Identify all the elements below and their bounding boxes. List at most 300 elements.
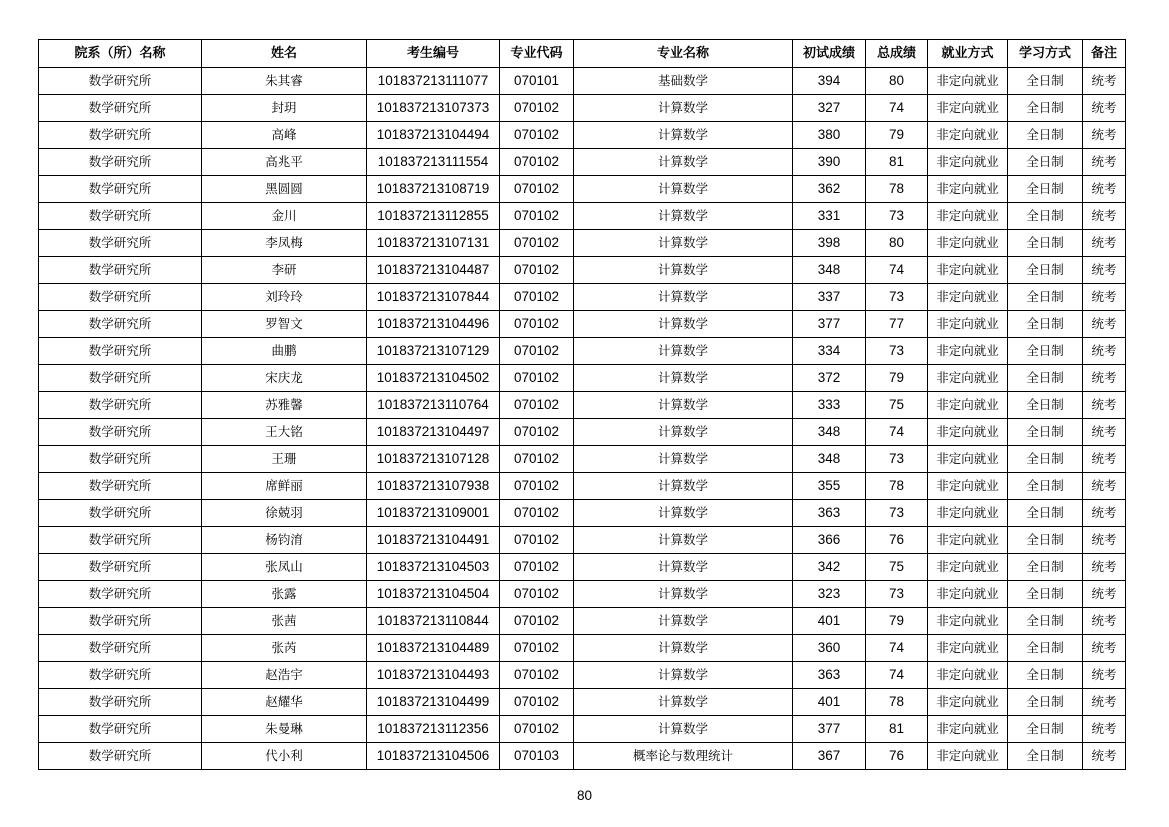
cell-major-name: 计算数学: [574, 527, 793, 554]
cell-name: 金川: [202, 203, 367, 230]
cell-name: 张茜: [202, 608, 367, 635]
cell-employment-type: 非定向就业: [928, 95, 1008, 122]
cell-department: 数学研究所: [39, 608, 202, 635]
header-col-department: 院系（所）名称: [39, 40, 202, 68]
cell-major-name: 计算数学: [574, 365, 793, 392]
cell-name: 黑圆圆: [202, 176, 367, 203]
cell-total-score: 78: [866, 473, 928, 500]
cell-remarks: 统考: [1083, 419, 1126, 446]
table-row: [39, 230, 1126, 257]
cell-study-mode: 全日制: [1008, 311, 1083, 338]
cell-total-score: 76: [866, 527, 928, 554]
cell-major-name: 计算数学: [574, 635, 793, 662]
cell-study-mode: 全日制: [1008, 95, 1083, 122]
cell-department: 数学研究所: [39, 311, 202, 338]
cell-prelim-score: 394: [793, 68, 866, 95]
cell-department: 数学研究所: [39, 527, 202, 554]
table-row: [39, 446, 1126, 473]
cell-study-mode: 全日制: [1008, 554, 1083, 581]
cell-study-mode: 全日制: [1008, 662, 1083, 689]
cell-remarks: 统考: [1083, 176, 1126, 203]
cell-department: 数学研究所: [39, 446, 202, 473]
cell-major-code: 070102: [500, 284, 574, 311]
cell-prelim-score: 363: [793, 662, 866, 689]
cell-department: 数学研究所: [39, 392, 202, 419]
cell-total-score: 78: [866, 689, 928, 716]
cell-department: 数学研究所: [39, 338, 202, 365]
cell-remarks: 统考: [1083, 149, 1126, 176]
cell-name: 张凤山: [202, 554, 367, 581]
cell-prelim-score: 401: [793, 608, 866, 635]
cell-candidate-id: 101837213107129: [367, 338, 500, 365]
header-col-total-score: 总成绩: [866, 40, 928, 68]
table-row: [39, 743, 1126, 770]
cell-name: 朱曼琳: [202, 716, 367, 743]
cell-prelim-score: 366: [793, 527, 866, 554]
cell-remarks: 统考: [1083, 311, 1126, 338]
cell-prelim-score: 342: [793, 554, 866, 581]
cell-department: 数学研究所: [39, 581, 202, 608]
cell-major-code: 070102: [500, 419, 574, 446]
cell-major-code: 070102: [500, 122, 574, 149]
table-row: [39, 473, 1126, 500]
cell-remarks: 统考: [1083, 446, 1126, 473]
cell-remarks: 统考: [1083, 716, 1126, 743]
cell-candidate-id: 101837213104503: [367, 554, 500, 581]
cell-total-score: 75: [866, 554, 928, 581]
table-row: [39, 203, 1126, 230]
cell-major-name: 概率论与数理统计: [574, 743, 793, 770]
cell-employment-type: 非定向就业: [928, 284, 1008, 311]
cell-department: 数学研究所: [39, 176, 202, 203]
cell-prelim-score: 398: [793, 230, 866, 257]
cell-remarks: 统考: [1083, 527, 1126, 554]
cell-study-mode: 全日制: [1008, 257, 1083, 284]
cell-name: 张露: [202, 581, 367, 608]
cell-name: 苏雅馨: [202, 392, 367, 419]
table-row: [39, 689, 1126, 716]
cell-major-code: 070102: [500, 527, 574, 554]
cell-employment-type: 非定向就业: [928, 338, 1008, 365]
cell-total-score: 74: [866, 635, 928, 662]
cell-major-name: 计算数学: [574, 230, 793, 257]
cell-total-score: 74: [866, 419, 928, 446]
cell-major-name: 计算数学: [574, 95, 793, 122]
table-row: [39, 527, 1126, 554]
table-row: [39, 284, 1126, 311]
header-col-remarks: 备注: [1083, 40, 1126, 68]
cell-prelim-score: 323: [793, 581, 866, 608]
header-col-name: 姓名: [202, 40, 367, 68]
cell-name: 赵耀华: [202, 689, 367, 716]
cell-candidate-id: 101837213104499: [367, 689, 500, 716]
cell-candidate-id: 101837213107128: [367, 446, 500, 473]
cell-prelim-score: 348: [793, 419, 866, 446]
cell-study-mode: 全日制: [1008, 284, 1083, 311]
header-row: [39, 40, 1126, 68]
cell-candidate-id: 101837213111077: [367, 68, 500, 95]
cell-department: 数学研究所: [39, 365, 202, 392]
cell-name: 高兆平: [202, 149, 367, 176]
table-row: [39, 365, 1126, 392]
cell-major-name: 计算数学: [574, 203, 793, 230]
cell-candidate-id: 101837213112855: [367, 203, 500, 230]
cell-major-name: 计算数学: [574, 284, 793, 311]
cell-prelim-score: 367: [793, 743, 866, 770]
cell-name: 张芮: [202, 635, 367, 662]
cell-major-code: 070102: [500, 635, 574, 662]
cell-remarks: 统考: [1083, 635, 1126, 662]
cell-candidate-id: 101837213107131: [367, 230, 500, 257]
cell-study-mode: 全日制: [1008, 176, 1083, 203]
cell-study-mode: 全日制: [1008, 527, 1083, 554]
cell-employment-type: 非定向就业: [928, 554, 1008, 581]
cell-study-mode: 全日制: [1008, 203, 1083, 230]
cell-remarks: 统考: [1083, 230, 1126, 257]
cell-department: 数学研究所: [39, 149, 202, 176]
cell-total-score: 74: [866, 662, 928, 689]
cell-remarks: 统考: [1083, 203, 1126, 230]
cell-major-code: 070102: [500, 338, 574, 365]
cell-employment-type: 非定向就业: [928, 122, 1008, 149]
cell-total-score: 77: [866, 311, 928, 338]
table-row: [39, 176, 1126, 203]
cell-name: 刘玲玲: [202, 284, 367, 311]
cell-candidate-id: 101837213104487: [367, 257, 500, 284]
cell-candidate-id: 101837213104497: [367, 419, 500, 446]
cell-department: 数学研究所: [39, 635, 202, 662]
cell-employment-type: 非定向就业: [928, 716, 1008, 743]
cell-department: 数学研究所: [39, 716, 202, 743]
cell-name: 代小利: [202, 743, 367, 770]
table-row: [39, 68, 1126, 95]
header-col-candidate-id: 考生编号: [367, 40, 500, 68]
cell-total-score: 80: [866, 230, 928, 257]
cell-total-score: 79: [866, 122, 928, 149]
cell-candidate-id: 101837213104494: [367, 122, 500, 149]
cell-major-code: 070102: [500, 581, 574, 608]
cell-candidate-id: 101837213104493: [367, 662, 500, 689]
table-row: [39, 500, 1126, 527]
cell-major-code: 070101: [500, 68, 574, 95]
cell-employment-type: 非定向就业: [928, 149, 1008, 176]
cell-major-code: 070102: [500, 689, 574, 716]
cell-department: 数学研究所: [39, 122, 202, 149]
cell-major-name: 计算数学: [574, 581, 793, 608]
cell-remarks: 统考: [1083, 365, 1126, 392]
cell-candidate-id: 101837213110764: [367, 392, 500, 419]
cell-total-score: 80: [866, 68, 928, 95]
cell-total-score: 81: [866, 149, 928, 176]
cell-major-code: 070102: [500, 473, 574, 500]
cell-candidate-id: 101837213111554: [367, 149, 500, 176]
cell-candidate-id: 101837213107844: [367, 284, 500, 311]
table-row: [39, 608, 1126, 635]
cell-major-code: 070102: [500, 230, 574, 257]
cell-name: 赵浩宇: [202, 662, 367, 689]
cell-study-mode: 全日制: [1008, 446, 1083, 473]
table-row: [39, 581, 1126, 608]
cell-total-score: 74: [866, 257, 928, 284]
cell-total-score: 79: [866, 608, 928, 635]
cell-major-name: 计算数学: [574, 689, 793, 716]
header-col-major-code: 专业代码: [500, 40, 574, 68]
cell-total-score: 78: [866, 176, 928, 203]
cell-department: 数学研究所: [39, 203, 202, 230]
header-col-study-mode: 学习方式: [1008, 40, 1083, 68]
cell-candidate-id: 101837213107938: [367, 473, 500, 500]
cell-prelim-score: 360: [793, 635, 866, 662]
cell-employment-type: 非定向就业: [928, 392, 1008, 419]
cell-prelim-score: 363: [793, 500, 866, 527]
cell-department: 数学研究所: [39, 68, 202, 95]
cell-major-name: 计算数学: [574, 554, 793, 581]
cell-employment-type: 非定向就业: [928, 446, 1008, 473]
cell-major-code: 070102: [500, 554, 574, 581]
cell-employment-type: 非定向就业: [928, 581, 1008, 608]
table-row: [39, 311, 1126, 338]
table-row: [39, 662, 1126, 689]
cell-remarks: 统考: [1083, 473, 1126, 500]
cell-major-name: 计算数学: [574, 608, 793, 635]
cell-name: 杨钧淯: [202, 527, 367, 554]
cell-major-name: 计算数学: [574, 473, 793, 500]
cell-major-name: 计算数学: [574, 257, 793, 284]
cell-study-mode: 全日制: [1008, 68, 1083, 95]
cell-name: 宋庆龙: [202, 365, 367, 392]
cell-prelim-score: 334: [793, 338, 866, 365]
cell-remarks: 统考: [1083, 392, 1126, 419]
cell-major-code: 070102: [500, 716, 574, 743]
cell-major-name: 计算数学: [574, 392, 793, 419]
cell-employment-type: 非定向就业: [928, 257, 1008, 284]
cell-study-mode: 全日制: [1008, 473, 1083, 500]
table-row: [39, 257, 1126, 284]
cell-department: 数学研究所: [39, 743, 202, 770]
cell-employment-type: 非定向就业: [928, 365, 1008, 392]
cell-name: 封玥: [202, 95, 367, 122]
table-row: [39, 419, 1126, 446]
cell-employment-type: 非定向就业: [928, 203, 1008, 230]
cell-department: 数学研究所: [39, 284, 202, 311]
cell-candidate-id: 101837213112356: [367, 716, 500, 743]
cell-employment-type: 非定向就业: [928, 176, 1008, 203]
cell-study-mode: 全日制: [1008, 716, 1083, 743]
cell-major-name: 计算数学: [574, 716, 793, 743]
cell-name: 徐兢羽: [202, 500, 367, 527]
cell-department: 数学研究所: [39, 662, 202, 689]
cell-candidate-id: 101837213110844: [367, 608, 500, 635]
cell-major-name: 计算数学: [574, 176, 793, 203]
cell-prelim-score: 390: [793, 149, 866, 176]
cell-department: 数学研究所: [39, 257, 202, 284]
cell-candidate-id: 101837213104489: [367, 635, 500, 662]
cell-study-mode: 全日制: [1008, 122, 1083, 149]
admission-list-sheet: [38, 39, 1125, 770]
cell-employment-type: 非定向就业: [928, 419, 1008, 446]
cell-major-name: 计算数学: [574, 311, 793, 338]
cell-prelim-score: 362: [793, 176, 866, 203]
header-col-major-name: 专业名称: [574, 40, 793, 68]
cell-name: 李凤梅: [202, 230, 367, 257]
table-row: [39, 338, 1126, 365]
cell-major-code: 070103: [500, 743, 574, 770]
cell-candidate-id: 101837213107373: [367, 95, 500, 122]
cell-employment-type: 非定向就业: [928, 743, 1008, 770]
cell-major-name: 计算数学: [574, 149, 793, 176]
cell-major-code: 070102: [500, 500, 574, 527]
cell-name: 王大铭: [202, 419, 367, 446]
cell-prelim-score: 348: [793, 446, 866, 473]
cell-name: 曲鹏: [202, 338, 367, 365]
cell-major-name: 计算数学: [574, 122, 793, 149]
cell-major-code: 070102: [500, 311, 574, 338]
table-row: [39, 95, 1126, 122]
cell-name: 李研: [202, 257, 367, 284]
cell-department: 数学研究所: [39, 230, 202, 257]
table-row: [39, 716, 1126, 743]
cell-prelim-score: 331: [793, 203, 866, 230]
cell-remarks: 统考: [1083, 554, 1126, 581]
cell-total-score: 73: [866, 581, 928, 608]
header-col-prelim-score: 初试成绩: [793, 40, 866, 68]
table-body: [39, 68, 1126, 770]
cell-prelim-score: 337: [793, 284, 866, 311]
cell-major-code: 070102: [500, 662, 574, 689]
header-col-employment-type: 就业方式: [928, 40, 1008, 68]
cell-total-score: 74: [866, 95, 928, 122]
cell-name: 朱其睿: [202, 68, 367, 95]
cell-candidate-id: 101837213109001: [367, 500, 500, 527]
cell-major-name: 计算数学: [574, 419, 793, 446]
cell-major-name: 计算数学: [574, 662, 793, 689]
cell-study-mode: 全日制: [1008, 608, 1083, 635]
cell-study-mode: 全日制: [1008, 743, 1083, 770]
cell-study-mode: 全日制: [1008, 581, 1083, 608]
cell-remarks: 统考: [1083, 608, 1126, 635]
cell-candidate-id: 101837213104506: [367, 743, 500, 770]
table-row: [39, 392, 1126, 419]
cell-prelim-score: 401: [793, 689, 866, 716]
table-row: [39, 122, 1126, 149]
cell-candidate-id: 101837213104502: [367, 365, 500, 392]
cell-remarks: 统考: [1083, 95, 1126, 122]
table-header: [39, 40, 1126, 68]
cell-total-score: 73: [866, 338, 928, 365]
cell-major-name: 计算数学: [574, 446, 793, 473]
cell-prelim-score: 333: [793, 392, 866, 419]
cell-major-code: 070102: [500, 392, 574, 419]
cell-name: 罗智文: [202, 311, 367, 338]
cell-major-code: 070102: [500, 149, 574, 176]
cell-employment-type: 非定向就业: [928, 689, 1008, 716]
cell-prelim-score: 372: [793, 365, 866, 392]
cell-department: 数学研究所: [39, 689, 202, 716]
cell-name: 王珊: [202, 446, 367, 473]
cell-study-mode: 全日制: [1008, 365, 1083, 392]
cell-study-mode: 全日制: [1008, 419, 1083, 446]
cell-study-mode: 全日制: [1008, 500, 1083, 527]
cell-department: 数学研究所: [39, 419, 202, 446]
cell-major-code: 070102: [500, 608, 574, 635]
cell-remarks: 统考: [1083, 257, 1126, 284]
cell-major-name: 计算数学: [574, 338, 793, 365]
cell-candidate-id: 101837213104504: [367, 581, 500, 608]
cell-remarks: 统考: [1083, 662, 1126, 689]
cell-remarks: 统考: [1083, 689, 1126, 716]
cell-employment-type: 非定向就业: [928, 311, 1008, 338]
cell-study-mode: 全日制: [1008, 689, 1083, 716]
cell-department: 数学研究所: [39, 554, 202, 581]
cell-total-score: 73: [866, 500, 928, 527]
cell-study-mode: 全日制: [1008, 338, 1083, 365]
cell-employment-type: 非定向就业: [928, 635, 1008, 662]
cell-department: 数学研究所: [39, 473, 202, 500]
cell-remarks: 统考: [1083, 284, 1126, 311]
cell-remarks: 统考: [1083, 500, 1126, 527]
cell-name: 席鲜丽: [202, 473, 367, 500]
table-row: [39, 554, 1126, 581]
cell-remarks: 统考: [1083, 338, 1126, 365]
cell-major-name: 计算数学: [574, 500, 793, 527]
cell-prelim-score: 380: [793, 122, 866, 149]
cell-remarks: 统考: [1083, 68, 1126, 95]
table-row: [39, 635, 1126, 662]
cell-employment-type: 非定向就业: [928, 500, 1008, 527]
cell-total-score: 73: [866, 446, 928, 473]
cell-prelim-score: 377: [793, 311, 866, 338]
cell-candidate-id: 101837213104491: [367, 527, 500, 554]
cell-major-name: 基础数学: [574, 68, 793, 95]
cell-total-score: 73: [866, 203, 928, 230]
cell-employment-type: 非定向就业: [928, 473, 1008, 500]
table-row: [39, 149, 1126, 176]
cell-major-code: 070102: [500, 446, 574, 473]
cell-prelim-score: 355: [793, 473, 866, 500]
cell-total-score: 75: [866, 392, 928, 419]
cell-study-mode: 全日制: [1008, 392, 1083, 419]
cell-major-code: 070102: [500, 95, 574, 122]
cell-prelim-score: 327: [793, 95, 866, 122]
cell-major-code: 070102: [500, 176, 574, 203]
cell-major-code: 070102: [500, 203, 574, 230]
cell-prelim-score: 377: [793, 716, 866, 743]
cell-employment-type: 非定向就业: [928, 527, 1008, 554]
cell-remarks: 统考: [1083, 122, 1126, 149]
cell-study-mode: 全日制: [1008, 149, 1083, 176]
cell-total-score: 73: [866, 284, 928, 311]
cell-candidate-id: 101837213108719: [367, 176, 500, 203]
cell-candidate-id: 101837213104496: [367, 311, 500, 338]
cell-total-score: 79: [866, 365, 928, 392]
cell-total-score: 81: [866, 716, 928, 743]
cell-prelim-score: 348: [793, 257, 866, 284]
cell-total-score: 76: [866, 743, 928, 770]
cell-study-mode: 全日制: [1008, 230, 1083, 257]
cell-study-mode: 全日制: [1008, 635, 1083, 662]
admission-table: [38, 39, 1126, 770]
cell-employment-type: 非定向就业: [928, 662, 1008, 689]
cell-employment-type: 非定向就业: [928, 230, 1008, 257]
cell-employment-type: 非定向就业: [928, 608, 1008, 635]
cell-employment-type: 非定向就业: [928, 68, 1008, 95]
page-number: 80: [576, 788, 593, 803]
cell-department: 数学研究所: [39, 500, 202, 527]
cell-remarks: 统考: [1083, 581, 1126, 608]
cell-remarks: 统考: [1083, 743, 1126, 770]
cell-department: 数学研究所: [39, 95, 202, 122]
cell-name: 高峰: [202, 122, 367, 149]
